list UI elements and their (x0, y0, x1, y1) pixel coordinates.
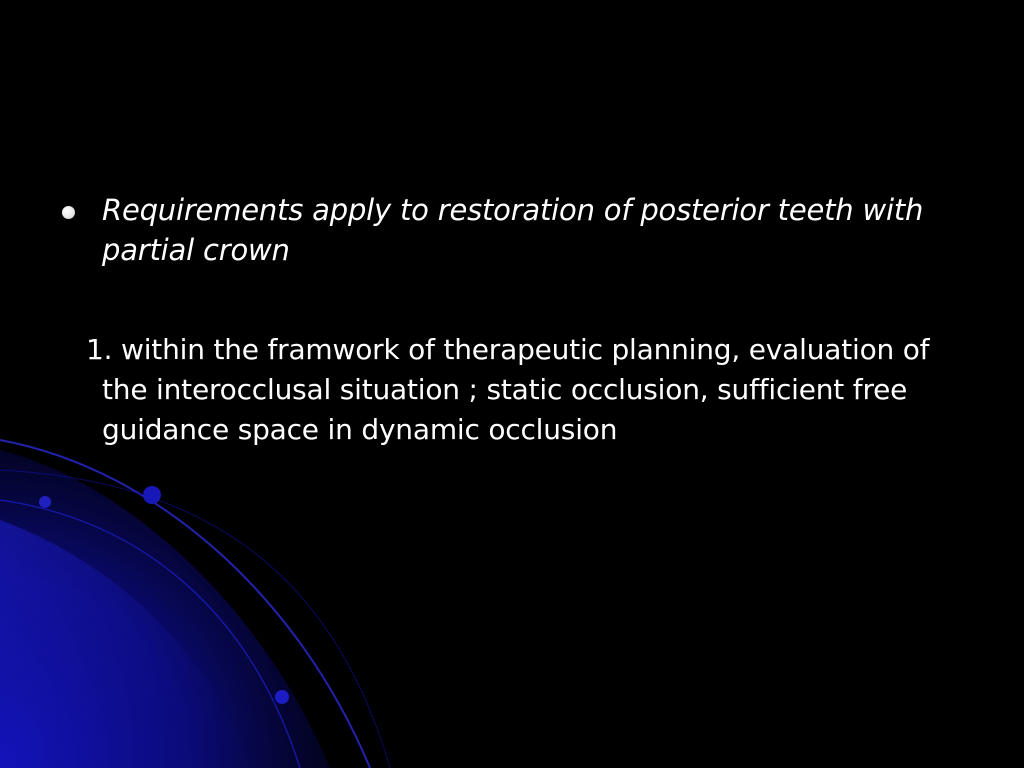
bullet-text: Requirements apply to restoration of posterior teeth with partial crown (102, 193, 924, 267)
numbered-paragraph: 1. within the framwork of therapeutic planning, evaluation of the interocclusal situation ; static occlusion, sufficient free guidance space in dynamic occlusion (86, 333, 930, 446)
bullet-dot-icon (62, 206, 75, 219)
